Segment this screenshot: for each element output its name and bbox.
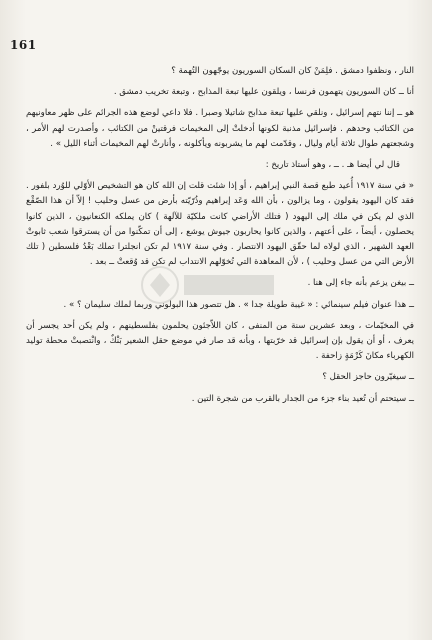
paragraph-8: في المخيّمات ، وبعد عشرين سنة من المنفى ، كان اللاّجئون يحلمون بفلسطينهم ، ولم يكن أحد يجسر أن يعرف ، أو أن يقول بإن إسرائيل قد خرّبتها ، وبأنه قد صار في موضع حقل الشعير بَنْكٌ ، وانْتصبتْ محطة توليد الكهرباء مكانَ كَرْمَةٍ زاحفة . bbox=[26, 320, 414, 362]
paragraph-3: هو ــ إننا نتهم إسرائيل ، ونلقي عليها تبعة مذابح شاتيلا وصبرا . فلا داعي لوضع هذه الجرائم على ظهر معاونيهم من الكتائب وحدهم . فإسرائيل مذنبة لكونها أدخلتْ إلى المخيمات فرقتينْ من الكتائب ، وأصدرت لهم الأمر ، وشجعتهم طوال ثلاثة أيام وليال ، وقدّمت لهم ما يشربونه ويأكلونه ، وأنارتْ لهم المخيمات أثناء الليل » . bbox=[26, 108, 414, 149]
page-number: 161 bbox=[10, 38, 37, 52]
page-body bbox=[26, 64, 414, 413]
paragraph-5: « في سنة ١٩١٧ أُعيد طبع قصة النبي إبراهيم ، أو إذا شئت قلت إن الله كان هو التشخيص الأوّلي للوُرد بلفور . فقد كان اليهود يقولون ، وما يزالون ، بأن الله وَعَد إبراهيم وذُرّيّته بأرض من عسل وحليب ! إلاّ أن هذا الصّقْع الذي لم يكن في ملك إلى اليهود ( فتلك الأراضي كانت ملكيّة للآلهة ) كان يملكه الكنعانيون ، الذين كانوا يحصلون ، أيضاً ، على أعتهم ، والذين كانوا يحاربون جيوش يوشع ، إلى أن تمكّنوا من أن يسترقوا شعب ثابوتْ العهد الشهير ، الذي لولاه لما حقّق اليهود الانتصار . وفي سنة ١٩١٧ لم تكن انجلترا تملك بَعْدُ فلسطين ( تلك الأرض التي من عسل وحليب ) ، لأن المعاهدة التي تُخوّلهم الانتداب لم تكن قد وُقعتْ ــ بعد . bbox=[26, 181, 414, 268]
paragraph-4: قال لي أيضا هـ . ــ ، وهو أستاذ تاريخ : bbox=[265, 160, 400, 171]
paragraph-7: ــ هذا عنوان فيلم سينمائي : « غيبة طويلة جدا » . هل تتصور هذا البولوني وربما لملك سليمان ؟ » . bbox=[63, 299, 414, 310]
paragraph-6: ــ بيغن يزعم بأنه جاء إلى هنا . bbox=[307, 278, 414, 289]
paragraph-9: ــ سيغيّرون حاجز الحقل ؟ bbox=[322, 372, 414, 383]
paragraph-1: النار ، ونظفوا دمشق . فلِمَنْ كان السكان السوريون يوجّهون التُهمة ؟ bbox=[171, 66, 414, 76]
paragraph-10: ــ سيتحتم أن تُعيد بناء جزء من الجدار بالقرب من شجرة التين . bbox=[191, 393, 414, 404]
paragraph-2: أنا ــ كان السوريون يتهمون فرنسا ، ويلقون عليها تبعة المذابح ، وتبعة تخريب دمشق . bbox=[113, 87, 414, 98]
